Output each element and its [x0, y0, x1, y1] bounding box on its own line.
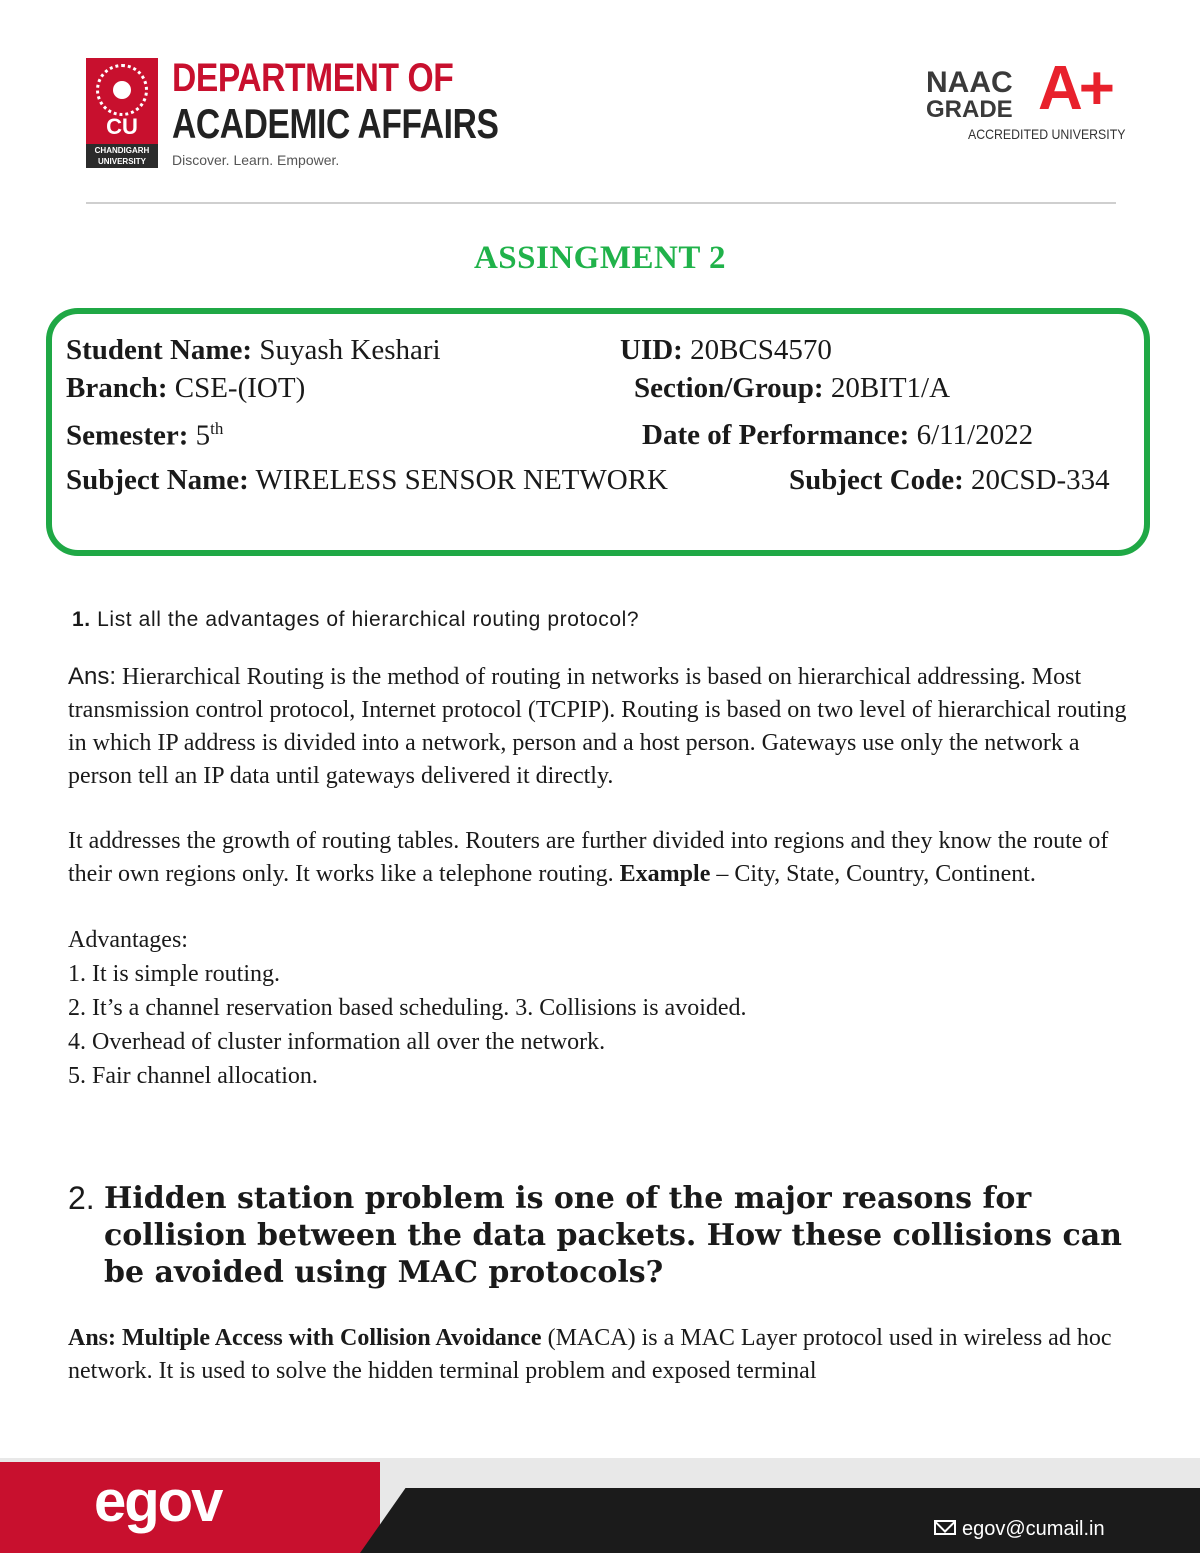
uid-label: UID:	[620, 334, 683, 366]
date-row	[642, 419, 1033, 452]
page-title: ASSINGMENT 2	[473, 240, 727, 276]
semester-suffix: th	[210, 419, 224, 438]
section-label: Section/Group:	[634, 372, 824, 404]
advantage-item-4: 4. Overhead of cluster information all over the network.	[68, 1029, 606, 1055]
question-2-text: Hidden station problem is one of the major reasons for collision between the data packets. How these collisions can be avoided using MAC protocols?	[104, 1181, 1122, 1290]
date-value: 6/11/2022	[909, 419, 1034, 451]
subject-name-label: Subject Name:	[66, 464, 249, 496]
student-name-row	[66, 334, 441, 367]
branch-label: Branch:	[66, 372, 168, 404]
logo-university-strip: CHANDIGARH UNIVERSITY	[86, 144, 158, 168]
footer-email-text: egov@cumail.in	[962, 1518, 1105, 1540]
cu-logo	[86, 58, 158, 168]
answer-1-text-2a: It addresses the growth of routing tables. Routers are further divided into regions and they know the route of their own regions only. It works like a telephone routing.	[68, 828, 1109, 887]
uid-value: 20BCS4570	[682, 334, 832, 366]
section-value: 20BIT1/A	[823, 372, 951, 404]
answer-2-paragraph	[68, 1322, 1148, 1388]
semester-label: Semester:	[66, 419, 189, 452]
branch-row	[66, 372, 305, 405]
advantage-item-2: 2. It’s a channel reservation based scheduling. 3. Collisions is avoided.	[68, 995, 747, 1021]
answer-1-text-1: Hierarchical Routing is the method of routing in networks is based on hierarchical addressing. Most transmission control protocol, Internet protocol (TCPIP). Routing is based on two level of hierarchical routing in which IP address is divided into a network, person and a host person. Gateways use only the network a person tell an IP data until gateways delivered it directly.	[68, 664, 1127, 789]
example-label: Example	[619, 861, 711, 887]
naac-grade-label: GRADE	[926, 96, 1013, 123]
semester-value: 5	[188, 419, 211, 452]
semester-row	[66, 419, 223, 453]
egov-logo: egov	[94, 1469, 222, 1534]
question-2	[68, 1180, 1168, 1291]
subject-code-value: 20CSD-334	[963, 464, 1110, 496]
answer-1-paragraph-1	[68, 660, 1148, 793]
answer-1-text-2b: – City, State, Country, Continent.	[710, 861, 1036, 887]
naac-accredited-label: ACCREDITED UNIVERSITY	[968, 126, 1126, 142]
subject-name-value: WIRELESS SENSOR NETWORK	[248, 464, 668, 496]
mail-icon	[934, 1520, 956, 1535]
date-label: Date of Performance:	[642, 419, 910, 451]
naac-grade-value: A+	[1038, 54, 1111, 123]
naac-label: NAAC	[926, 66, 1013, 99]
department-title-line1: DEPARTMENT OF	[172, 56, 454, 100]
logo-cu-text: CU	[106, 114, 138, 139]
question-2-number: 2.	[68, 1180, 95, 1216]
branch-value: CSE-(IOT)	[167, 372, 306, 404]
answer-2-bold-term: Multiple Access with Collision Avoidance	[116, 1325, 542, 1351]
advantages-label: Advantages:	[68, 927, 188, 953]
student-name-value: Suyash Keshari	[252, 334, 441, 366]
subject-code-row	[789, 464, 1110, 497]
advantage-item-1: 1. It is simple routing.	[68, 961, 280, 987]
uid-row	[620, 334, 832, 367]
student-name-label: Student Name:	[66, 334, 253, 366]
answer-2-text: (MACA) is a MAC Layer protocol used in wireless ad hoc network. It is used to solve the hidden terminal problem and exposed terminal	[68, 1325, 1112, 1384]
answer-2-label: Ans:	[68, 1325, 117, 1351]
footer-email	[934, 1518, 1105, 1541]
emblem-icon	[96, 64, 148, 116]
answer-1-label: Ans:	[68, 663, 117, 690]
department-tagline: Discover. Learn. Empower.	[172, 152, 340, 168]
question-1-number: 1.	[72, 608, 91, 631]
subject-code-label: Subject Code:	[789, 464, 964, 496]
subject-name-row	[66, 464, 668, 497]
question-1	[72, 608, 639, 632]
answer-1-paragraph-2	[68, 825, 1148, 891]
question-1-text: List all the advantages of hierarchical routing protocol?	[90, 608, 640, 631]
department-title-line2: ACADEMIC AFFAIRS	[172, 100, 499, 147]
advantage-item-5: 5. Fair channel allocation.	[68, 1063, 318, 1089]
header-divider	[86, 202, 1116, 204]
section-row	[634, 372, 950, 405]
